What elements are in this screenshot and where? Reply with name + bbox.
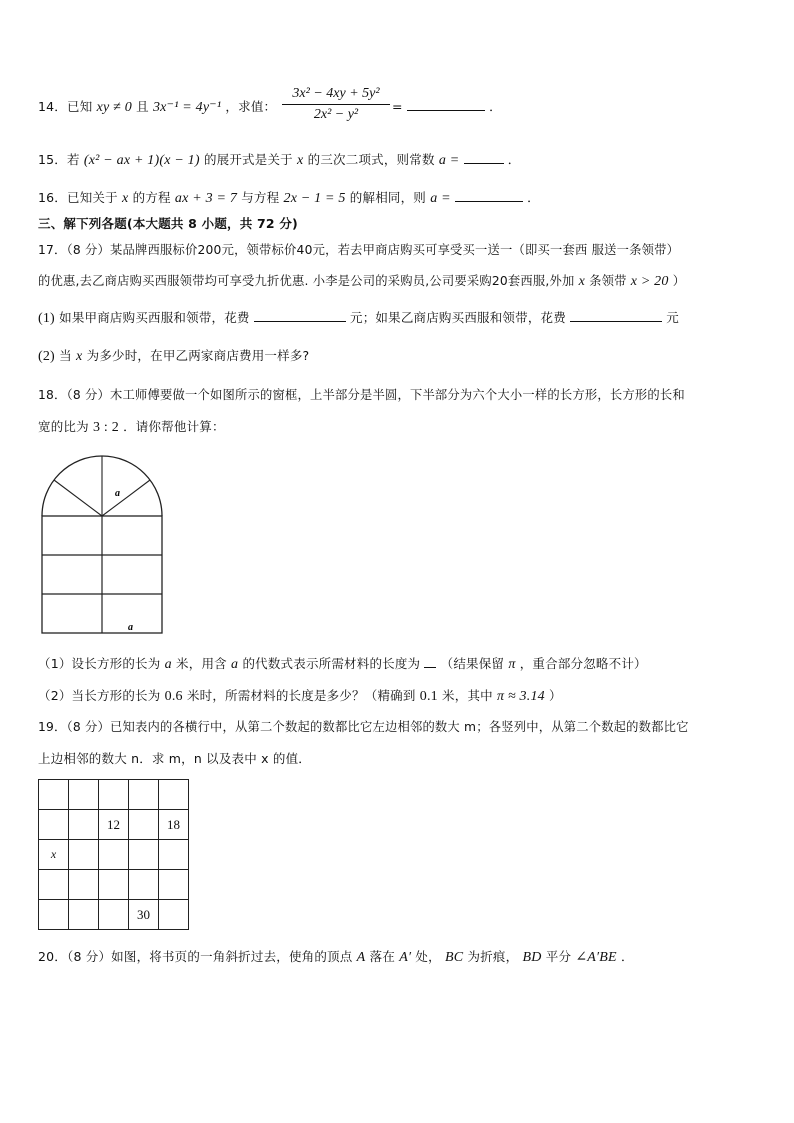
grid-cell <box>129 840 159 870</box>
q18-ratio: 3 : 2 <box>93 420 119 435</box>
grid-cell: 18 <box>159 810 189 840</box>
grid-cell <box>39 780 69 810</box>
grid-row <box>39 780 189 810</box>
q16-prefix: 16．已知关于 <box>38 190 118 205</box>
question-16 <box>38 188 540 207</box>
grid-cell <box>39 900 69 930</box>
q18-line-2 <box>38 417 225 436</box>
q15-a: a = <box>438 153 460 168</box>
q18-part-1-d: （结果保留 <box>440 656 505 671</box>
question-15 <box>38 150 520 169</box>
number-grid <box>38 779 189 930</box>
q18-part-1-var: a <box>164 657 172 672</box>
grid-cell <box>69 840 99 870</box>
q14-denominator: 2x² − y² <box>313 107 359 122</box>
q18-line-2a: 宽的比为 <box>38 419 89 434</box>
q20-text-b: 落在 <box>369 949 396 964</box>
q18-part-1-e: ，重合部分忽略不计） <box>519 656 647 671</box>
q14-ask: ，求值： <box>225 99 277 114</box>
grid-cell <box>69 810 99 840</box>
q18-pi: π <box>508 657 516 672</box>
section-3-heading: 三、解下列各题(本大题共 8 小题，共 72 分) <box>38 216 298 231</box>
q15-mid2: 的三次二项式，则常数 <box>307 152 435 167</box>
q14-numerator: 3x² − 4xy + 5y² <box>282 86 390 105</box>
grid-cell <box>69 780 99 810</box>
grid-cell <box>129 870 159 900</box>
q18-part-1-var-2: a <box>231 657 239 672</box>
q17-line-2end: ） <box>672 274 686 288</box>
q17-part-2-var: x <box>76 349 83 364</box>
grid-cell <box>99 900 129 930</box>
q15-end: ． <box>507 152 521 167</box>
q16-mid: 的方程 <box>132 190 171 205</box>
q17-part-1-text-b: 元；如果乙商店购买西服和领带，花费 <box>350 310 566 325</box>
q16-equation-2: 2x − 1 = 5 <box>283 191 346 206</box>
q20-point-A-prime: A′ <box>399 950 412 965</box>
q15-expression: (x² − ax + 1)(x − 1) <box>83 153 200 168</box>
grid-cell: x <box>39 840 69 870</box>
q16-a: a = <box>430 191 451 206</box>
q17-blank-2[interactable] <box>570 309 662 322</box>
question-14 <box>38 97 276 116</box>
q14-prefix: 14．已知 <box>38 99 93 114</box>
grid-cell <box>159 870 189 900</box>
q18-part-1-a: （1）设长方形的长为 <box>38 656 161 671</box>
q18-part-2-a: （2）当长方形的长为 <box>38 688 161 703</box>
fig-label-a-1: a <box>115 488 120 499</box>
q14-condition-1: xy ≠ 0 <box>96 100 132 115</box>
q17-part-1-text-c: 元 <box>666 310 679 325</box>
q15-prefix: 15．若 <box>38 152 80 167</box>
grid-cell <box>159 900 189 930</box>
q14-condition-2: 3x⁻¹ = 4y⁻¹ <box>152 100 222 115</box>
grid-row <box>39 870 189 900</box>
grid-cell <box>159 840 189 870</box>
q20-text-a: 20．（8 分）如图，将书页的一角斜折过去，使角的顶点 <box>38 949 353 964</box>
q20-segment-BC: BC <box>445 950 464 965</box>
q17-line-2b: 条领带 <box>589 274 627 288</box>
q17-part-1 <box>38 308 679 327</box>
q14-equals: = <box>392 99 403 114</box>
q18-part-2-precision: 0.1 <box>419 689 438 704</box>
q14-answer <box>392 97 502 115</box>
grid-cell <box>39 810 69 840</box>
grid-cell <box>129 780 159 810</box>
q15-answer-blank[interactable] <box>464 151 504 164</box>
q17-var-x: x <box>578 274 585 289</box>
q18-answer-blank[interactable] <box>424 655 436 668</box>
q19-line-2: 上边相邻的数大 n．求 m，n 以及表中 x 的值． <box>38 751 311 766</box>
q20-text-f: ． <box>620 949 634 964</box>
grid-row <box>39 840 189 870</box>
q19-line-1: 19．（8 分）已知表内的各横行中，从第二个数起的数都比它左边相邻的数大 m；各竖列中，从第二个数起的数都比它 <box>38 720 689 734</box>
q15-mid: 的展开式是关于 <box>203 152 293 167</box>
grid-cell <box>69 900 99 930</box>
q17-condition: x > 20 <box>630 274 669 289</box>
q18-part-2-pi: π ≈ 3.14 <box>497 689 545 704</box>
question-20 <box>38 947 634 966</box>
q17-blank-1[interactable] <box>254 309 346 322</box>
grid-cell <box>129 810 159 840</box>
grid-cell <box>69 870 99 900</box>
q20-angle: ∠A′BE <box>575 950 617 965</box>
q18-part-1 <box>38 654 647 673</box>
grid-cell <box>99 780 129 810</box>
q14-end: ． <box>489 99 502 114</box>
q16-end: ． <box>527 190 540 205</box>
q17-line-2a: 的优惠,去乙商店购买西服领带均可享受九折优惠. 小李是公司的采购员,公司要采购20套西服,外加 <box>38 274 575 288</box>
fig-label-a-2: a <box>128 622 133 633</box>
q16-mid3: 的解相同，则 <box>349 190 426 205</box>
q17-line-2 <box>38 271 685 290</box>
q18-part-2-d: ） <box>549 688 562 703</box>
q16-mid2: 与方程 <box>241 190 280 205</box>
grid-cell <box>39 870 69 900</box>
q15-var: x <box>297 153 304 168</box>
q18-part-1-c: 的代数式表示所需材料的长度为 <box>242 656 421 671</box>
window-frame-figure <box>36 446 170 642</box>
q16-equation-1: ax + 3 = 7 <box>174 191 238 206</box>
q18-part-2 <box>38 686 562 705</box>
q17-part-1-text-a: 如果甲商店购买西服和领带，花费 <box>59 310 250 325</box>
q18-part-1-b: 米，用含 <box>176 656 227 671</box>
q20-segment-BD: BD <box>522 950 542 965</box>
q18-part-2-b: 米时，所需材料的长度是多少？（精确到 <box>186 688 416 703</box>
q16-answer-blank[interactable] <box>455 189 523 202</box>
q20-point-A: A <box>356 950 366 965</box>
q18-part-2-length: 0.6 <box>164 689 183 704</box>
q14-answer-blank[interactable] <box>407 98 485 111</box>
q17-part-2 <box>38 346 309 365</box>
grid-cell <box>99 840 129 870</box>
q16-var: x <box>122 191 129 206</box>
q17-part-1-number: (1) <box>38 311 55 326</box>
q18-part-2-c: 米，其中 <box>442 688 493 703</box>
q18-line-2b: ．请你帮他计算： <box>123 419 225 434</box>
q17-line-1: 17．（8 分）某品牌西服标价200元，领带标价40元，若去甲商店购买可享受买一送一（即买一套西 服送一条领带） <box>38 243 680 257</box>
q17-part-2-number: (2) <box>38 349 55 364</box>
grid-row <box>39 810 189 840</box>
grid-cell: 30 <box>129 900 159 930</box>
q20-text-c: 处， <box>415 949 441 964</box>
q14-mid: 且 <box>136 99 149 114</box>
grid-cell <box>159 780 189 810</box>
grid-row <box>39 900 189 930</box>
q17-part-2-text-a: 当 <box>59 348 72 363</box>
q14-fraction <box>282 86 390 123</box>
q20-text-e: 平分 <box>545 949 572 964</box>
grid-cell: 12 <box>99 810 129 840</box>
q18-line-1: 18．（8 分）木工师傅要做一个如图所示的窗框，上半部分是半圆，下半部分为六个大小一样的长方形，长方形的长和 <box>38 388 685 402</box>
arc-spoke-3 <box>102 480 150 516</box>
q17-part-2-text-b: 为多少时，在甲乙两家商店费用一样多? <box>86 348 310 363</box>
grid-cell <box>99 870 129 900</box>
arc-spoke-1 <box>54 480 102 516</box>
q20-text-d: 为折痕， <box>467 949 519 964</box>
